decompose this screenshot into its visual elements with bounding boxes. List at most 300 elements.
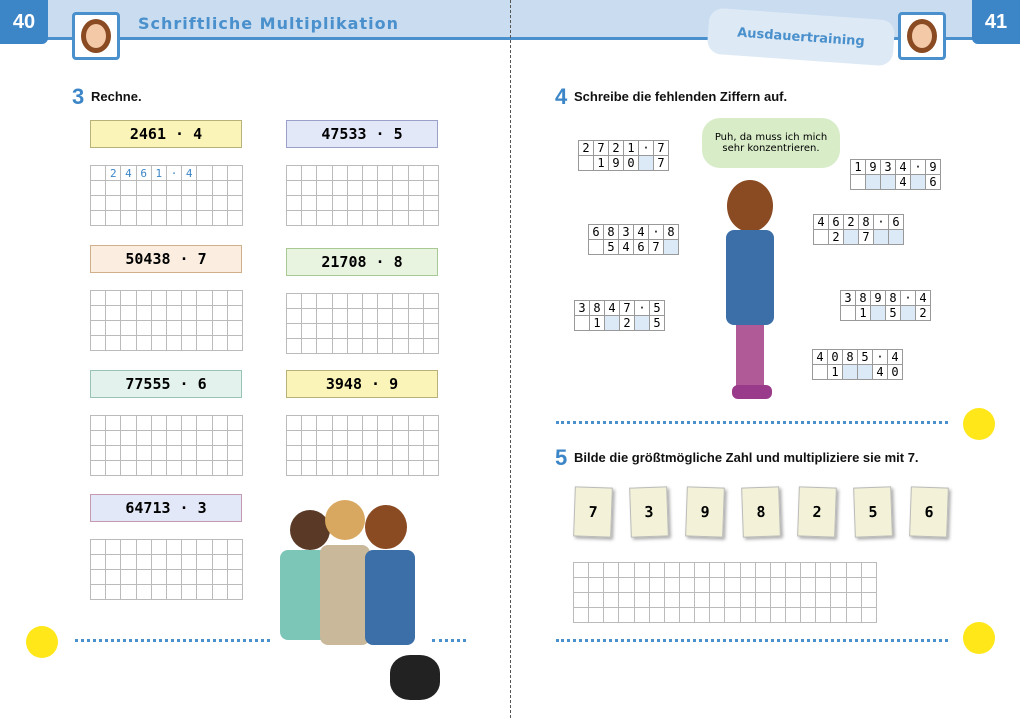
grid-cell[interactable] bbox=[152, 196, 167, 211]
grid-cell[interactable] bbox=[228, 446, 243, 461]
grid-cell[interactable] bbox=[393, 446, 408, 461]
grid-cell[interactable] bbox=[680, 563, 695, 578]
grid-cell[interactable] bbox=[197, 585, 212, 600]
grid-cell[interactable] bbox=[725, 578, 740, 593]
grid-cell[interactable] bbox=[197, 181, 212, 196]
grid-cell[interactable] bbox=[302, 416, 317, 431]
grid-cell[interactable] bbox=[862, 578, 877, 593]
grid-cell[interactable] bbox=[650, 608, 665, 623]
grid-cell[interactable] bbox=[348, 416, 363, 431]
grid-cell[interactable] bbox=[91, 555, 106, 570]
grid-cell[interactable] bbox=[106, 585, 121, 600]
grid-cell[interactable] bbox=[91, 321, 106, 336]
grid-cell[interactable] bbox=[801, 593, 816, 608]
grid-cell[interactable] bbox=[409, 461, 424, 476]
grid-cell[interactable] bbox=[137, 431, 152, 446]
grid-cell[interactable] bbox=[302, 294, 317, 309]
grid-cell[interactable] bbox=[182, 461, 197, 476]
grid-cell[interactable] bbox=[317, 181, 332, 196]
grid-cell[interactable] bbox=[167, 321, 182, 336]
grid-cell[interactable] bbox=[302, 309, 317, 324]
grid-cell[interactable] bbox=[106, 416, 121, 431]
grid-cell[interactable] bbox=[378, 431, 393, 446]
grid-cell[interactable] bbox=[317, 461, 332, 476]
grid-cell[interactable] bbox=[137, 461, 152, 476]
blank-digit-cell[interactable] bbox=[911, 175, 926, 190]
grid-cell[interactable] bbox=[363, 294, 378, 309]
grid-cell[interactable] bbox=[786, 578, 801, 593]
answer-grid[interactable] bbox=[90, 165, 243, 226]
grid-cell[interactable] bbox=[424, 309, 439, 324]
grid-cell[interactable] bbox=[847, 608, 862, 623]
grid-cell[interactable]: 4 bbox=[121, 166, 136, 181]
grid-cell[interactable] bbox=[574, 608, 589, 623]
grid-cell[interactable] bbox=[197, 291, 212, 306]
grid-cell[interactable] bbox=[182, 306, 197, 321]
answer-grid[interactable] bbox=[90, 415, 243, 476]
grid-cell[interactable] bbox=[317, 196, 332, 211]
grid-cell[interactable] bbox=[302, 181, 317, 196]
grid-cell[interactable] bbox=[137, 306, 152, 321]
grid-cell[interactable] bbox=[363, 416, 378, 431]
grid-cell[interactable] bbox=[604, 578, 619, 593]
grid-cell[interactable] bbox=[302, 196, 317, 211]
grid-cell[interactable] bbox=[121, 446, 136, 461]
grid-cell[interactable] bbox=[363, 211, 378, 226]
grid-cell[interactable] bbox=[287, 211, 302, 226]
grid-cell[interactable] bbox=[228, 555, 243, 570]
grid-cell[interactable] bbox=[182, 540, 197, 555]
grid-cell[interactable] bbox=[317, 294, 332, 309]
grid-cell[interactable] bbox=[228, 211, 243, 226]
grid-cell[interactable] bbox=[137, 196, 152, 211]
grid-cell[interactable] bbox=[137, 181, 152, 196]
grid-cell[interactable] bbox=[213, 181, 228, 196]
grid-cell[interactable] bbox=[393, 324, 408, 339]
grid-cell[interactable] bbox=[574, 563, 589, 578]
grid-cell[interactable] bbox=[317, 324, 332, 339]
blank-digit-cell[interactable] bbox=[639, 156, 654, 171]
grid-cell[interactable] bbox=[228, 166, 243, 181]
grid-cell[interactable] bbox=[106, 291, 121, 306]
grid-cell[interactable] bbox=[409, 339, 424, 354]
grid-cell[interactable] bbox=[393, 181, 408, 196]
grid-cell[interactable] bbox=[378, 416, 393, 431]
grid-cell[interactable] bbox=[121, 461, 136, 476]
grid-cell[interactable] bbox=[167, 181, 182, 196]
grid-cell[interactable] bbox=[228, 540, 243, 555]
grid-cell[interactable] bbox=[363, 446, 378, 461]
grid-cell[interactable] bbox=[106, 336, 121, 351]
grid-cell[interactable] bbox=[801, 608, 816, 623]
grid-cell[interactable] bbox=[228, 321, 243, 336]
answer-grid[interactable] bbox=[573, 562, 877, 623]
grid-cell[interactable] bbox=[619, 608, 634, 623]
grid-cell[interactable] bbox=[348, 196, 363, 211]
grid-cell[interactable] bbox=[137, 585, 152, 600]
blank-digit-cell[interactable] bbox=[871, 306, 886, 321]
blank-digit-cell[interactable] bbox=[843, 365, 858, 380]
blank-digit-cell[interactable] bbox=[889, 230, 904, 245]
grid-cell[interactable] bbox=[665, 578, 680, 593]
grid-cell[interactable]: 1 bbox=[152, 166, 167, 181]
grid-cell[interactable] bbox=[619, 593, 634, 608]
grid-cell[interactable] bbox=[862, 563, 877, 578]
grid-cell[interactable] bbox=[152, 181, 167, 196]
grid-cell[interactable] bbox=[635, 593, 650, 608]
grid-cell[interactable] bbox=[635, 563, 650, 578]
grid-cell[interactable] bbox=[228, 181, 243, 196]
grid-cell[interactable] bbox=[378, 339, 393, 354]
grid-cell[interactable] bbox=[91, 431, 106, 446]
grid-cell[interactable] bbox=[424, 211, 439, 226]
grid-cell[interactable] bbox=[409, 324, 424, 339]
grid-cell[interactable] bbox=[393, 339, 408, 354]
answer-grid[interactable] bbox=[286, 165, 439, 226]
grid-cell[interactable] bbox=[333, 181, 348, 196]
grid-cell[interactable] bbox=[393, 196, 408, 211]
grid-cell[interactable] bbox=[589, 608, 604, 623]
grid-cell[interactable] bbox=[363, 324, 378, 339]
grid-cell[interactable] bbox=[393, 211, 408, 226]
grid-cell[interactable] bbox=[228, 336, 243, 351]
grid-cell[interactable] bbox=[363, 461, 378, 476]
grid-cell[interactable] bbox=[121, 321, 136, 336]
grid-cell[interactable] bbox=[197, 431, 212, 446]
grid-cell[interactable] bbox=[756, 578, 771, 593]
grid-cell[interactable] bbox=[756, 593, 771, 608]
grid-cell[interactable] bbox=[695, 578, 710, 593]
grid-cell[interactable] bbox=[121, 211, 136, 226]
grid-cell[interactable] bbox=[182, 431, 197, 446]
grid-cell[interactable] bbox=[333, 446, 348, 461]
grid-cell[interactable] bbox=[152, 336, 167, 351]
grid-cell[interactable] bbox=[287, 196, 302, 211]
blank-digit-cell[interactable] bbox=[664, 240, 679, 255]
grid-cell[interactable] bbox=[213, 540, 228, 555]
grid-cell[interactable] bbox=[228, 291, 243, 306]
grid-cell[interactable] bbox=[91, 446, 106, 461]
grid-cell[interactable] bbox=[287, 181, 302, 196]
grid-cell[interactable] bbox=[604, 608, 619, 623]
grid-cell[interactable] bbox=[287, 166, 302, 181]
grid-cell[interactable] bbox=[604, 593, 619, 608]
grid-cell[interactable] bbox=[121, 291, 136, 306]
digit-card[interactable]: 8 bbox=[741, 486, 781, 537]
grid-cell[interactable] bbox=[816, 563, 831, 578]
grid-cell[interactable] bbox=[333, 461, 348, 476]
grid-cell[interactable] bbox=[121, 336, 136, 351]
grid-cell[interactable] bbox=[167, 570, 182, 585]
grid-cell[interactable] bbox=[424, 431, 439, 446]
grid-cell[interactable] bbox=[710, 593, 725, 608]
grid-cell[interactable] bbox=[862, 608, 877, 623]
grid-cell[interactable] bbox=[106, 321, 121, 336]
digit-card[interactable]: 7 bbox=[573, 486, 613, 537]
grid-cell[interactable] bbox=[710, 608, 725, 623]
grid-cell[interactable]: 4 bbox=[182, 166, 197, 181]
blank-digit-cell[interactable] bbox=[605, 316, 620, 331]
grid-cell[interactable] bbox=[197, 555, 212, 570]
grid-cell[interactable] bbox=[393, 431, 408, 446]
grid-cell[interactable] bbox=[725, 593, 740, 608]
grid-cell[interactable] bbox=[213, 431, 228, 446]
grid-cell[interactable] bbox=[741, 608, 756, 623]
grid-cell[interactable] bbox=[197, 540, 212, 555]
grid-cell[interactable] bbox=[771, 608, 786, 623]
answer-grid[interactable] bbox=[286, 415, 439, 476]
grid-cell[interactable] bbox=[228, 431, 243, 446]
grid-cell[interactable] bbox=[91, 211, 106, 226]
grid-cell[interactable] bbox=[91, 540, 106, 555]
grid-cell[interactable] bbox=[91, 181, 106, 196]
grid-cell[interactable] bbox=[137, 540, 152, 555]
grid-cell[interactable] bbox=[137, 336, 152, 351]
grid-cell[interactable] bbox=[137, 291, 152, 306]
grid-cell[interactable] bbox=[228, 306, 243, 321]
digit-card[interactable]: 3 bbox=[629, 486, 669, 537]
grid-cell[interactable] bbox=[317, 339, 332, 354]
grid-cell[interactable] bbox=[121, 196, 136, 211]
grid-cell[interactable] bbox=[378, 446, 393, 461]
grid-cell[interactable] bbox=[287, 416, 302, 431]
grid-cell[interactable] bbox=[167, 461, 182, 476]
blank-digit-cell[interactable] bbox=[635, 316, 650, 331]
grid-cell[interactable] bbox=[197, 306, 212, 321]
grid-cell[interactable] bbox=[317, 431, 332, 446]
grid-cell[interactable] bbox=[363, 309, 378, 324]
grid-cell[interactable] bbox=[317, 309, 332, 324]
grid-cell[interactable] bbox=[348, 431, 363, 446]
grid-cell[interactable] bbox=[137, 446, 152, 461]
grid-cell[interactable] bbox=[650, 578, 665, 593]
grid-cell[interactable] bbox=[378, 211, 393, 226]
blank-digit-cell[interactable] bbox=[874, 230, 889, 245]
grid-cell[interactable] bbox=[287, 431, 302, 446]
grid-cell[interactable] bbox=[302, 339, 317, 354]
grid-cell[interactable] bbox=[348, 339, 363, 354]
grid-cell[interactable] bbox=[635, 608, 650, 623]
grid-cell[interactable] bbox=[333, 309, 348, 324]
answer-grid[interactable] bbox=[90, 290, 243, 351]
grid-cell[interactable] bbox=[348, 294, 363, 309]
grid-cell[interactable] bbox=[91, 291, 106, 306]
grid-cell[interactable] bbox=[197, 196, 212, 211]
blank-digit-cell[interactable] bbox=[901, 306, 916, 321]
grid-cell[interactable] bbox=[152, 555, 167, 570]
grid-cell[interactable] bbox=[152, 446, 167, 461]
grid-cell[interactable] bbox=[106, 461, 121, 476]
grid-cell[interactable] bbox=[137, 416, 152, 431]
grid-cell[interactable] bbox=[348, 166, 363, 181]
grid-cell[interactable] bbox=[409, 211, 424, 226]
blank-digit-cell[interactable] bbox=[866, 175, 881, 190]
grid-cell[interactable] bbox=[710, 578, 725, 593]
grid-cell[interactable] bbox=[197, 570, 212, 585]
blank-digit-cell[interactable] bbox=[881, 175, 896, 190]
grid-cell[interactable] bbox=[287, 339, 302, 354]
grid-cell[interactable] bbox=[378, 196, 393, 211]
grid-cell[interactable] bbox=[302, 166, 317, 181]
grid-cell[interactable] bbox=[424, 294, 439, 309]
grid-cell[interactable] bbox=[741, 563, 756, 578]
grid-cell[interactable] bbox=[665, 563, 680, 578]
grid-cell[interactable] bbox=[363, 339, 378, 354]
grid-cell[interactable] bbox=[786, 563, 801, 578]
grid-cell[interactable] bbox=[680, 578, 695, 593]
grid-cell[interactable] bbox=[213, 336, 228, 351]
grid-cell[interactable]: 6 bbox=[137, 166, 152, 181]
grid-cell[interactable] bbox=[106, 181, 121, 196]
grid-cell[interactable] bbox=[152, 321, 167, 336]
grid-cell[interactable] bbox=[302, 461, 317, 476]
grid-cell[interactable] bbox=[424, 416, 439, 431]
grid-cell[interactable] bbox=[378, 166, 393, 181]
grid-cell[interactable] bbox=[847, 593, 862, 608]
grid-cell[interactable] bbox=[409, 446, 424, 461]
grid-cell[interactable] bbox=[393, 166, 408, 181]
grid-cell[interactable] bbox=[695, 608, 710, 623]
blank-digit-cell[interactable] bbox=[844, 230, 859, 245]
grid-cell[interactable] bbox=[725, 563, 740, 578]
grid-cell[interactable] bbox=[213, 306, 228, 321]
grid-cell[interactable] bbox=[756, 563, 771, 578]
grid-cell[interactable] bbox=[91, 461, 106, 476]
grid-cell[interactable] bbox=[604, 563, 619, 578]
grid-cell[interactable] bbox=[333, 324, 348, 339]
grid-cell[interactable] bbox=[302, 431, 317, 446]
grid-cell[interactable] bbox=[786, 593, 801, 608]
grid-cell[interactable] bbox=[167, 291, 182, 306]
grid-cell[interactable] bbox=[182, 211, 197, 226]
grid-cell[interactable] bbox=[121, 585, 136, 600]
grid-cell[interactable] bbox=[317, 211, 332, 226]
grid-cell[interactable] bbox=[228, 461, 243, 476]
grid-cell[interactable] bbox=[167, 196, 182, 211]
grid-cell[interactable] bbox=[317, 446, 332, 461]
grid-cell[interactable] bbox=[182, 446, 197, 461]
grid-cell[interactable] bbox=[197, 336, 212, 351]
grid-cell[interactable] bbox=[106, 570, 121, 585]
grid-cell[interactable] bbox=[287, 309, 302, 324]
grid-cell[interactable] bbox=[317, 166, 332, 181]
grid-cell[interactable] bbox=[91, 196, 106, 211]
grid-cell[interactable] bbox=[409, 181, 424, 196]
grid-cell[interactable] bbox=[847, 578, 862, 593]
grid-cell[interactable] bbox=[106, 196, 121, 211]
answer-grid[interactable] bbox=[90, 539, 243, 600]
grid-cell[interactable] bbox=[650, 593, 665, 608]
grid-cell[interactable] bbox=[847, 563, 862, 578]
grid-cell[interactable] bbox=[680, 593, 695, 608]
grid-cell[interactable] bbox=[91, 166, 106, 181]
grid-cell[interactable] bbox=[409, 416, 424, 431]
grid-cell[interactable] bbox=[91, 570, 106, 585]
grid-cell[interactable] bbox=[635, 578, 650, 593]
grid-cell[interactable] bbox=[167, 431, 182, 446]
grid-cell[interactable] bbox=[589, 578, 604, 593]
grid-cell[interactable] bbox=[152, 416, 167, 431]
grid-cell[interactable] bbox=[152, 306, 167, 321]
grid-cell[interactable] bbox=[121, 431, 136, 446]
grid-cell[interactable] bbox=[287, 461, 302, 476]
grid-cell[interactable] bbox=[182, 196, 197, 211]
grid-cell[interactable] bbox=[91, 306, 106, 321]
grid-cell[interactable] bbox=[228, 196, 243, 211]
grid-cell[interactable] bbox=[378, 181, 393, 196]
grid-cell[interactable] bbox=[106, 211, 121, 226]
grid-cell[interactable] bbox=[287, 446, 302, 461]
grid-cell[interactable] bbox=[816, 593, 831, 608]
grid-cell[interactable] bbox=[741, 578, 756, 593]
grid-cell[interactable] bbox=[167, 555, 182, 570]
grid-cell[interactable] bbox=[786, 608, 801, 623]
grid-cell[interactable] bbox=[589, 593, 604, 608]
grid-cell[interactable] bbox=[589, 563, 604, 578]
grid-cell[interactable] bbox=[363, 166, 378, 181]
grid-cell[interactable] bbox=[424, 181, 439, 196]
grid-cell[interactable] bbox=[121, 306, 136, 321]
grid-cell[interactable] bbox=[182, 416, 197, 431]
grid-cell[interactable] bbox=[121, 555, 136, 570]
grid-cell[interactable] bbox=[333, 339, 348, 354]
grid-cell[interactable] bbox=[213, 166, 228, 181]
grid-cell[interactable] bbox=[348, 309, 363, 324]
grid-cell[interactable] bbox=[213, 196, 228, 211]
grid-cell[interactable] bbox=[348, 211, 363, 226]
grid-cell[interactable] bbox=[91, 336, 106, 351]
grid-cell[interactable] bbox=[378, 324, 393, 339]
grid-cell[interactable] bbox=[167, 306, 182, 321]
grid-cell[interactable] bbox=[771, 593, 786, 608]
grid-cell[interactable] bbox=[228, 416, 243, 431]
grid-cell[interactable] bbox=[91, 585, 106, 600]
grid-cell[interactable] bbox=[424, 461, 439, 476]
grid-cell[interactable] bbox=[363, 431, 378, 446]
grid-cell[interactable] bbox=[197, 461, 212, 476]
grid-cell[interactable] bbox=[650, 563, 665, 578]
digit-card[interactable]: 6 bbox=[909, 486, 949, 537]
grid-cell[interactable] bbox=[213, 291, 228, 306]
grid-cell[interactable] bbox=[393, 416, 408, 431]
grid-cell[interactable] bbox=[152, 291, 167, 306]
grid-cell[interactable] bbox=[213, 585, 228, 600]
grid-cell[interactable] bbox=[152, 461, 167, 476]
grid-cell[interactable] bbox=[574, 593, 589, 608]
grid-cell[interactable] bbox=[213, 446, 228, 461]
grid-cell[interactable] bbox=[213, 416, 228, 431]
grid-cell[interactable] bbox=[182, 321, 197, 336]
grid-cell[interactable] bbox=[424, 196, 439, 211]
grid-cell[interactable] bbox=[348, 461, 363, 476]
grid-cell[interactable] bbox=[831, 563, 846, 578]
grid-cell[interactable] bbox=[197, 416, 212, 431]
grid-cell[interactable] bbox=[197, 211, 212, 226]
answer-grid[interactable] bbox=[286, 293, 439, 354]
grid-cell[interactable] bbox=[348, 181, 363, 196]
grid-cell[interactable] bbox=[348, 324, 363, 339]
grid-cell[interactable] bbox=[302, 446, 317, 461]
grid-cell[interactable] bbox=[333, 166, 348, 181]
grid-cell[interactable]: · bbox=[167, 166, 182, 181]
grid-cell[interactable] bbox=[106, 306, 121, 321]
grid-cell[interactable] bbox=[152, 540, 167, 555]
grid-cell[interactable] bbox=[665, 593, 680, 608]
grid-cell[interactable] bbox=[333, 416, 348, 431]
blank-digit-cell[interactable] bbox=[858, 365, 873, 380]
grid-cell[interactable] bbox=[182, 570, 197, 585]
digit-card[interactable]: 2 bbox=[797, 486, 837, 537]
